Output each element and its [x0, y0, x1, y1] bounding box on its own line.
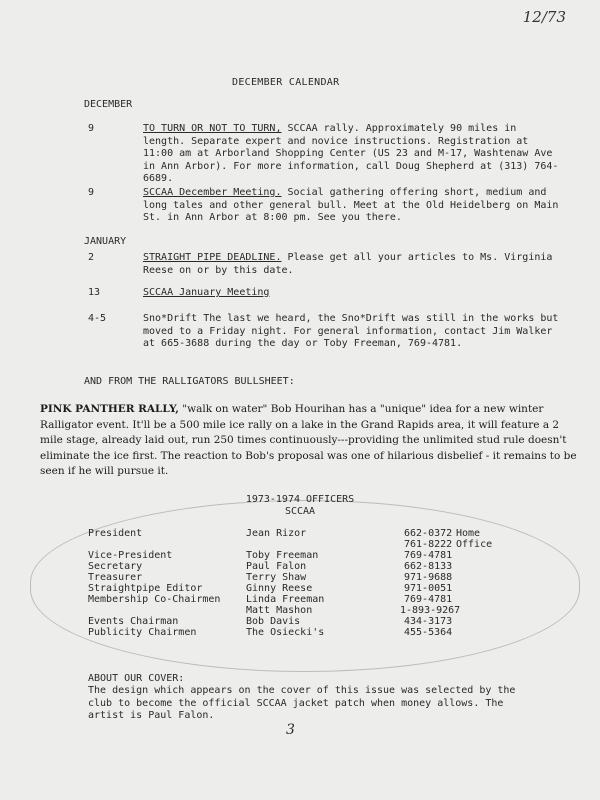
about-cover-body: The design which appears on the cover of this issue was selected by the club to become the official SCCAA jacket patch when money allows. The artist is Paul Falon.	[88, 685, 516, 722]
officer-name: Toby Freeman	[246, 550, 319, 561]
entry-body: Social gathering offering short, medium and long tales and other general bull. Meet at the Old Heidelberg on Main St. in Ann Arbor at 8:00 pm. See you there.	[143, 187, 559, 224]
officer-row	[88, 616, 568, 627]
calendar-title: DECEMBER CALENDAR	[232, 77, 340, 88]
officer-phone: 662-8133	[404, 561, 453, 572]
officer-phone: 769-4781	[404, 550, 453, 561]
officers-subtitle: SCCAA	[284, 506, 316, 517]
about-cover-heading: ABOUT OUR COVER:	[88, 673, 185, 684]
pink-panther-lead: PINK PANTHER RALLY,	[40, 403, 179, 415]
officer-title: Secretary	[88, 561, 143, 572]
officer-row	[88, 539, 568, 550]
entry-day: 13	[88, 287, 101, 298]
entry-day: 9	[88, 187, 95, 198]
entry-title: SCCAA January Meeting	[143, 287, 270, 298]
handwritten-date: 12/73	[522, 8, 566, 26]
entry-text	[143, 187, 563, 225]
officer-phone: 434-3173	[404, 616, 453, 627]
officer-name: The Osiecki's	[246, 627, 325, 638]
pink-panther-body: "walk on water" Bob Hourihan has a "unique" idea for a new winter Ralligator event. It'll be a 500 mile ice rally on a lake in the Grand Rapids area, it will feature a 2 mile stage, already laid out, run 250 times continuously---providing the unlimited stud rule doesn't eliminate the ice first. The reaction to Bob's proposal was one of hilarious disbelief - it remains to be seen if he will pursue it.	[40, 403, 577, 477]
entry-day: 9	[88, 123, 95, 134]
officer-title: Treasurer	[88, 572, 143, 583]
bullsheet-heading: AND FROM THE RALLIGATORS BULLSHEET:	[84, 376, 295, 387]
officer-name: Paul Falon	[246, 561, 307, 572]
officer-phone: 662-0372	[404, 528, 453, 539]
entry-title: SCCAA December Meeting.	[143, 187, 282, 198]
entry-text	[143, 123, 563, 186]
entry-body: Sno*Drift The last we heard, the Sno*Drift was still in the works but moved to a Friday night. For general information, contact Jim Walker at 665-3688 during the day or Toby Freeman, 769-4781.	[143, 313, 559, 350]
officer-name: Linda Freeman	[246, 594, 325, 605]
month-label-january: JANUARY	[84, 236, 127, 247]
officer-row	[88, 583, 568, 594]
officer-name: Matt Mashon	[246, 605, 313, 616]
officer-title: Straightpipe Editor	[88, 583, 203, 594]
entry-title: STRAIGHT PIPE DEADLINE.	[143, 252, 282, 263]
about-cover	[88, 673, 528, 723]
month-label-december: DECEMBER	[84, 99, 133, 110]
officer-phone: 971-0051	[404, 583, 453, 594]
officer-title: Vice-President	[88, 550, 173, 561]
officer-row	[88, 528, 568, 539]
entry-body: SCCAA rally. Approximately 90 miles in length. Separate expert and novice instructions. Registration at 11:00 am at Arborland Shopping Center (US 23 and M-17, Washtenaw Ave in Ann Arbor). For more information, call Doug Shepherd at (313) 764-6689.	[143, 123, 559, 185]
entry-text	[143, 287, 563, 300]
officer-phone: 455-5364	[404, 627, 453, 638]
officer-row	[88, 572, 568, 583]
officer-title: President	[88, 528, 143, 539]
officer-phone-label: Office	[456, 539, 493, 550]
officer-phone: 1-893-9267	[400, 605, 461, 616]
officer-name: Ginny Reese	[246, 583, 313, 594]
page-number: 3	[286, 722, 295, 738]
officer-title: Membership Co-Chairmen	[88, 594, 221, 605]
officer-phone: 971-9688	[404, 572, 453, 583]
officer-name: Jean Rizor	[246, 528, 307, 539]
officer-row	[88, 605, 568, 616]
entry-title: TO TURN OR NOT TO TURN,	[143, 123, 282, 134]
officer-phone: 769-4781	[404, 594, 453, 605]
officer-title: Events Chairman	[88, 616, 179, 627]
officers-title: 1973-1974 OFFICERS	[245, 494, 355, 505]
officer-row	[88, 594, 568, 605]
entry-body: Please get all your articles to Ms. Virginia Reese on or by this date.	[143, 252, 553, 276]
officer-name: Terry Shaw	[246, 572, 307, 583]
entry-day: 4-5	[88, 313, 107, 324]
officer-row	[88, 561, 568, 572]
officer-phone-label: Home	[456, 528, 481, 539]
pink-panther-paragraph	[40, 402, 580, 480]
officer-name: Bob Davis	[246, 616, 301, 627]
entry-day: 2	[88, 252, 95, 263]
entry-text	[143, 313, 563, 351]
officer-row	[88, 627, 568, 638]
officer-title: Publicity Chairmen	[88, 627, 197, 638]
entry-text	[143, 252, 563, 277]
officer-row	[88, 550, 568, 561]
officer-phone: 761-8222	[404, 539, 453, 550]
